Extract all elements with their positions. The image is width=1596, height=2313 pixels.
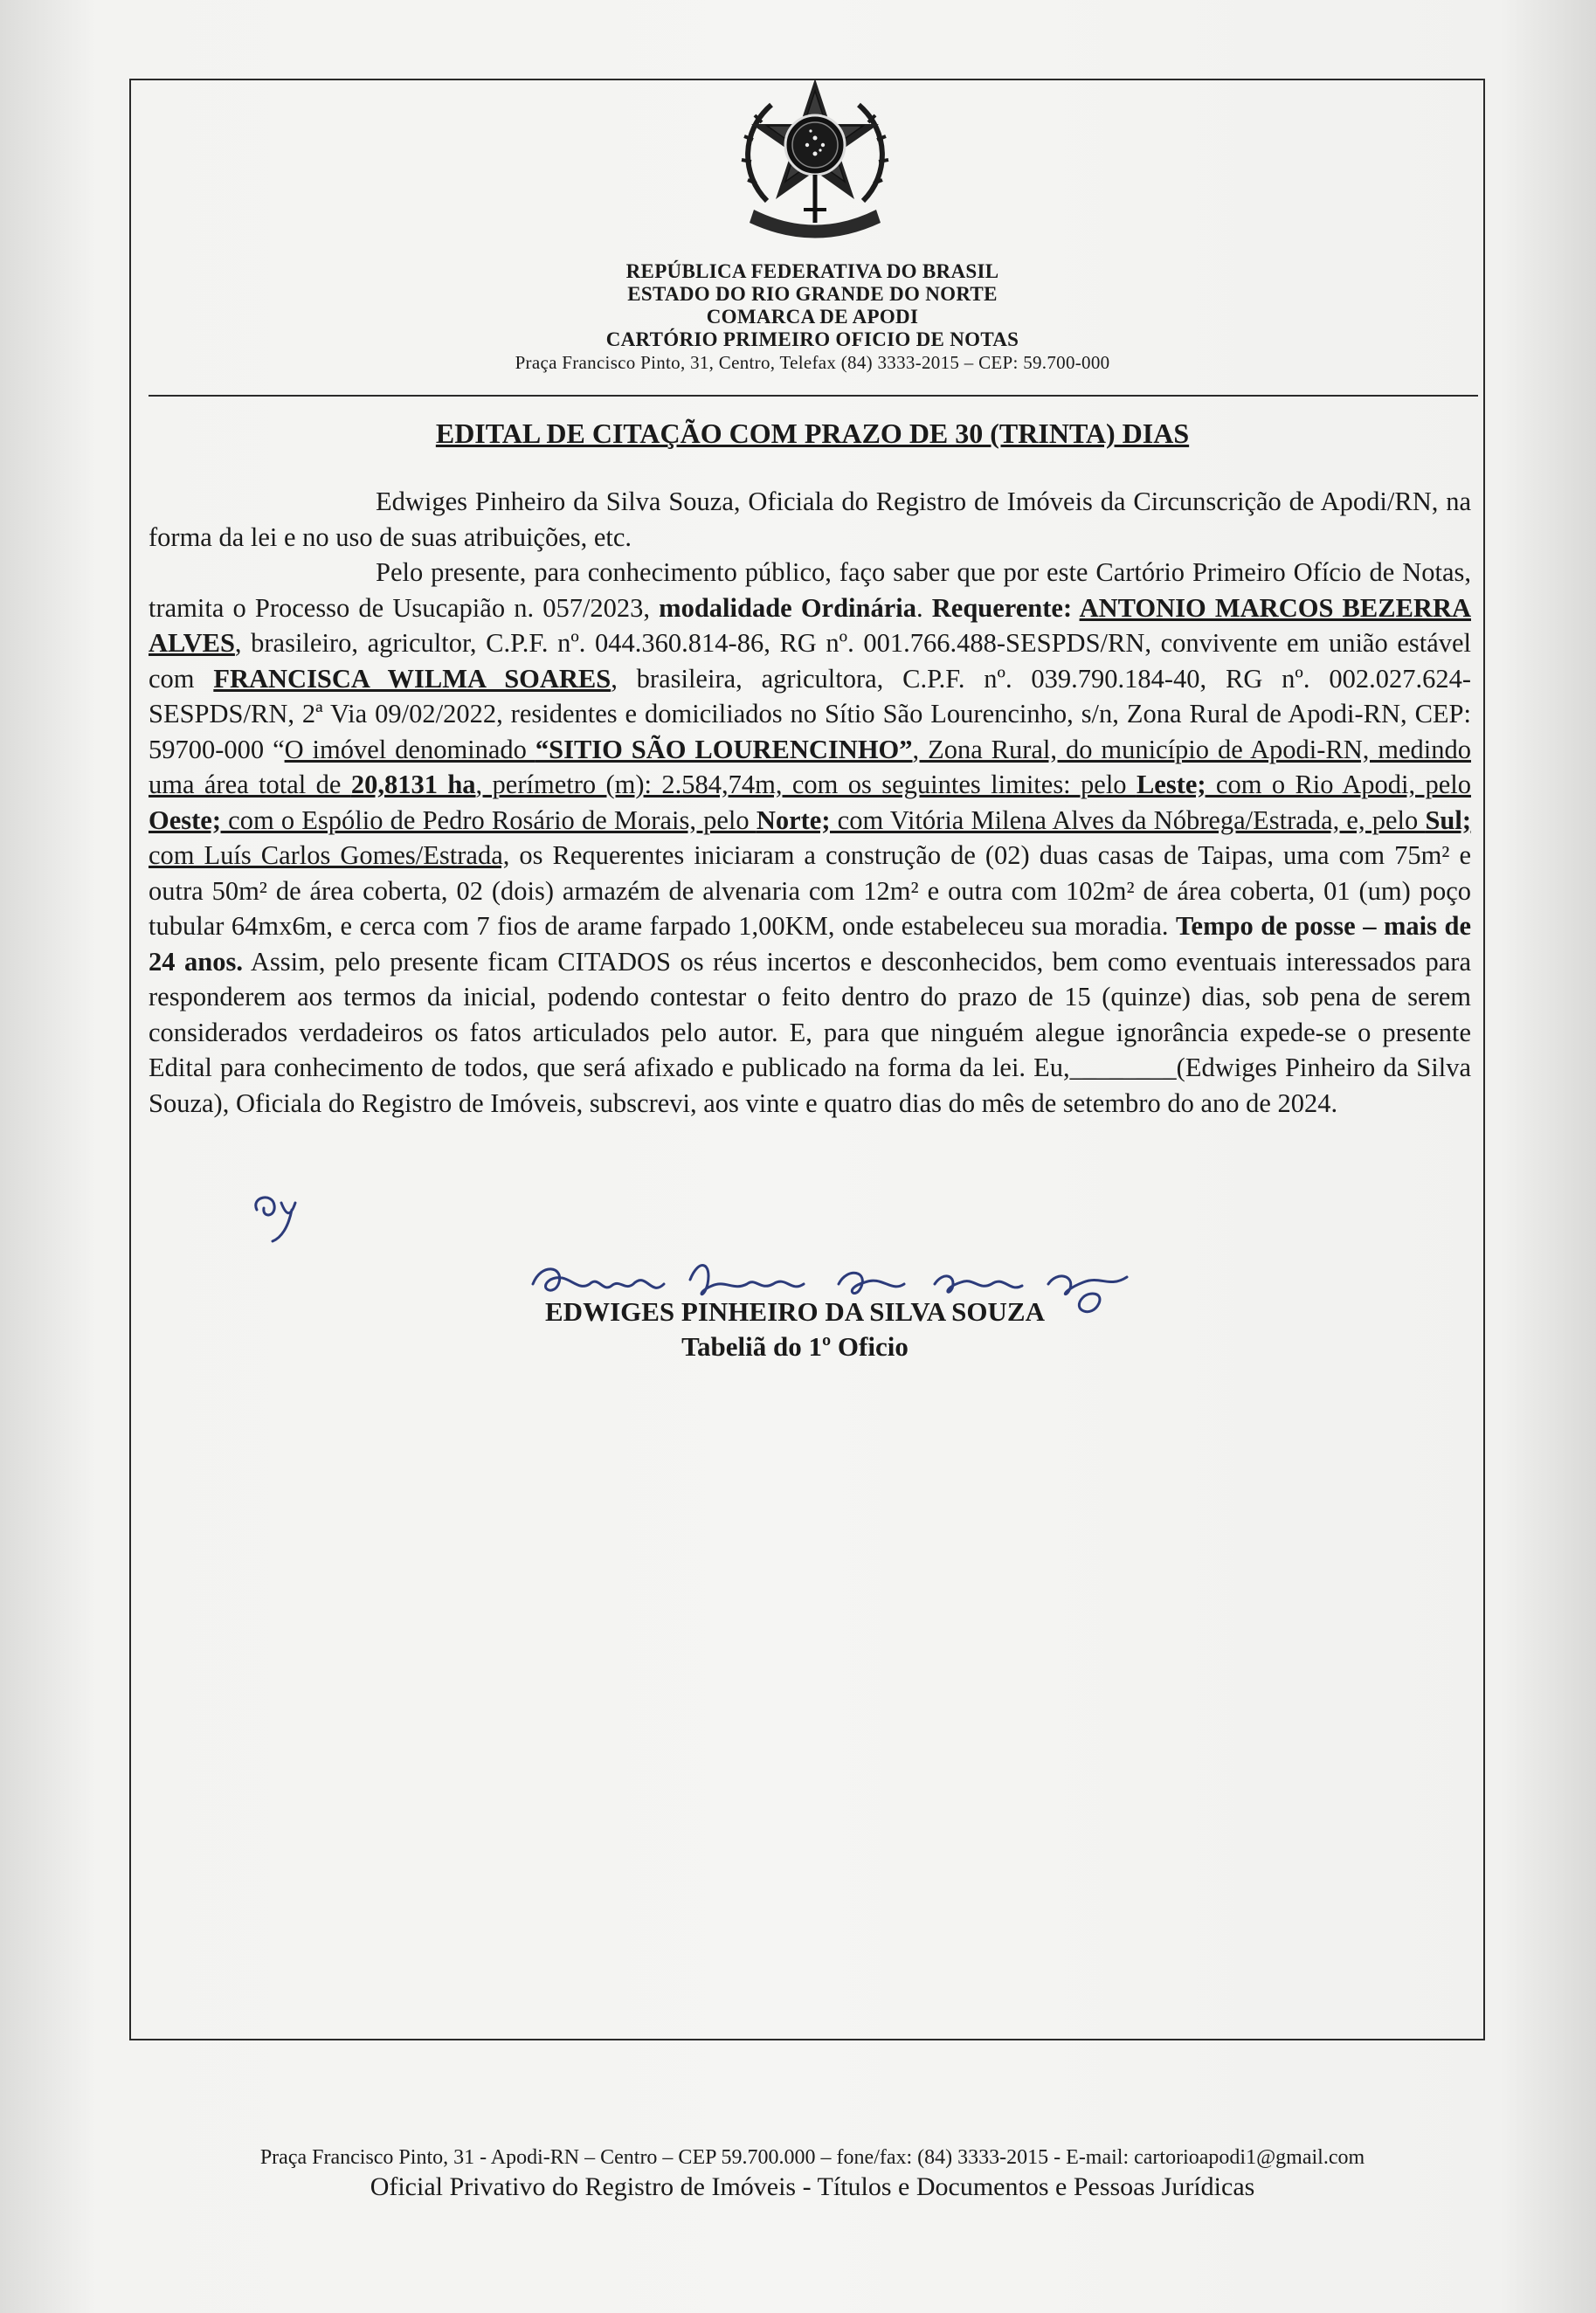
brazil-coat-of-arms-icon xyxy=(732,70,898,245)
limit-norte: Norte; xyxy=(756,804,831,835)
requerente-name: ANTONIO MARCOS BEZERRA ALVES xyxy=(149,592,1471,658)
limit-sul: Sul; xyxy=(1425,804,1471,835)
text-segment: O imóvel denominado xyxy=(284,734,535,764)
signature-blank: ________ xyxy=(1069,1053,1177,1082)
text-segment: com o Espólio de Pedro Rosário de Morais, pelo xyxy=(220,804,757,835)
signature-space xyxy=(419,1258,1171,1295)
footer-address: Praça Francisco Pinto, 31 - Apodi-RN – Centro – CEP 59.700.000 – fone/fax: (84) 3333-2015 - E-mail: cartorioapodi1@gmail.com xyxy=(259,2146,1365,2169)
text-segment: com o Rio Apodi, pelo xyxy=(1206,770,1471,799)
text-segment: Pelo presente, para conhecimento público, faço saber que por este Cartório Primeiro Ofício de Notas, tramita o Processo de Usucapião n. 057/2023, xyxy=(149,557,1471,623)
document-body xyxy=(149,484,1471,1121)
header-comarca: COMARCA DE APODI xyxy=(706,306,919,328)
text-segment: os Requerentes iniciaram a construção de (02) duas casas de Taipas, uma com 75m² e outra 50m² de área coberta, 02 (dois) armazém de alvenaria com 12m² e outra com 102m² de área coberta, 01 (um) poço tubular 64mx6m, e cerca com 7 fios de arame farpado 1,00KM, onde estabeleceu sua moradia. xyxy=(149,840,1471,941)
text-segment: Assim, pelo presente ficam CITADOS os réus incertos e desconhecidos, bem como eventuais interessados para responderem aos termos da inicial, podendo contestar o feito dentro do prazo de 15 (quinze) dias, sob pena de serem considerados verdadeiros os fatos articulados pelo autor. E, para que ninguém alegue ignorância expede-se o presente Edital para conhecimento de todos, que será afixado e publicado na forma da lei. Eu, xyxy=(149,946,1471,1082)
document-title: EDITAL DE CITAÇÃO COM PRAZO DE 30 (TRINTA) DIAS xyxy=(435,418,1190,449)
text-segment: , perímetro (m): 2.584,74m, com os seguintes limites: pelo xyxy=(475,770,1137,799)
text-segment: , brasileira, agricultora, C.P.F. nº. 039.790.184-40, RG nº. 002.027.624-SESPDS/RN, 2ª Via 09/02/2022, residentes e domiciliados no Sítio São Lourencinho, s/n, Zona Rural de Apodi-RN, CEP: 59700-000 “ xyxy=(149,663,1471,764)
text-segment: , Zona Rural, do município de Apodi-RN, medindo uma área total de xyxy=(149,734,1472,799)
modalidade-text: modalidade Ordinária xyxy=(659,592,916,623)
header-divider xyxy=(149,395,1478,397)
requerente-label: Requerente: xyxy=(931,592,1080,623)
tempo-de-posse: Tempo de posse – mais de 24 anos. xyxy=(149,911,1471,977)
text-segment: , brasileiro, agricultor, C.P.F. nº. 044.360.814-86, RG nº. 001.766.488-SESPDS/RN, convivente em união estável com xyxy=(149,628,1471,694)
text-segment: com Vitória Milena Alves da Nóbrega/Estrada, e, pelo xyxy=(830,804,1426,835)
document-footer xyxy=(131,2144,1494,2204)
limit-leste: Leste; xyxy=(1136,770,1206,799)
header-address: Praça Francisco Pinto, 31, Centro, Telefax (84) 3333-2015 – CEP: 59.700-000 xyxy=(515,352,1110,373)
signatory-role: Tabeliã do 1º Oficio xyxy=(681,1331,909,1362)
paragraph-main xyxy=(149,555,1471,1121)
text-segment: com Luís Carlos Gomes/Estrada, xyxy=(149,840,510,870)
document-header xyxy=(297,260,1328,374)
text-segment: (Edwiges Pinheiro da Silva Souza), Oficiala do Registro de Imóveis, subscrevi, aos vinte e quatro dias do mês de setembro do ano de 2024. xyxy=(149,1053,1471,1118)
imovel-name: “SITIO SÃO LOURENCINHO” xyxy=(535,734,913,764)
header-state: ESTADO DO RIO GRANDE DO NORTE xyxy=(627,283,998,305)
header-republic: REPÚBLICA FEDERATIVA DO BRASIL xyxy=(625,260,999,282)
signatory-name: EDWIGES PINHEIRO DA SILVA SOUZA xyxy=(545,1296,1045,1327)
limit-oeste: Oeste; xyxy=(149,804,221,835)
signature-block xyxy=(419,1258,1171,1364)
spouse-name: FRANCISCA WILMA SOARES xyxy=(213,663,611,694)
paragraph-intro: Edwiges Pinheiro da Silva Souza, Oficiala do Registro de Imóveis da Circunscrição de Apodi/RN, na forma da lei e no uso de suas atribuições, etc. xyxy=(149,487,1471,552)
area-value: 20,8131 ha xyxy=(350,770,476,799)
footer-office: Oficial Privativo do Registro de Imóveis - Títulos e Documentos e Pessoas Jurídicas xyxy=(370,2172,1255,2201)
handwritten-initials xyxy=(246,1184,316,1245)
text-segment: . xyxy=(916,592,932,623)
header-cartorio: CARTÓRIO PRIMEIRO OFICIO DE NOTAS xyxy=(605,328,1019,350)
